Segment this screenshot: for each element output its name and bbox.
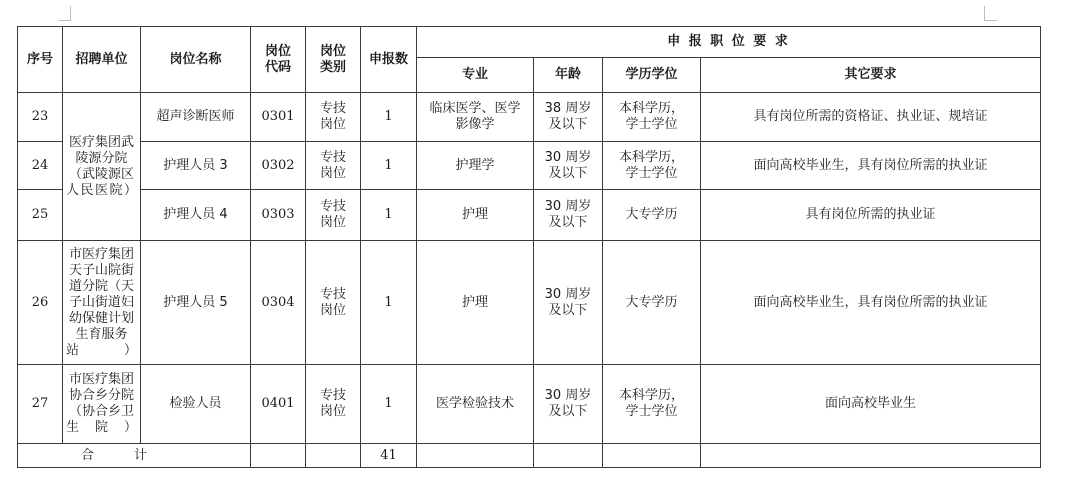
cell-degree-line2: 学士学位 — [625, 404, 678, 419]
cell-count: 1 — [361, 365, 417, 444]
cell-seq: 24 — [18, 142, 63, 190]
recruitment-table — [17, 26, 1041, 468]
cell-code: 0401 — [251, 365, 306, 444]
cell-seq: 25 — [18, 190, 63, 241]
cell-other: 具有岗位所需的执业证 — [701, 190, 1041, 241]
cell-type-line1: 专技 — [319, 199, 346, 214]
cell-count: 1 — [361, 142, 417, 190]
cell-major-line2: 影像学 — [455, 117, 495, 132]
cell-type-line1: 专技 — [319, 388, 346, 403]
cell-degree: 大专学历 — [603, 190, 701, 241]
total-empty-other — [701, 444, 1041, 468]
cell-count: 1 — [361, 190, 417, 241]
cell-post: 护理人员 5 — [141, 241, 251, 365]
page-corner-mark-left — [58, 6, 71, 21]
cell-unit: 市医疗集团协合乡分院（协合乡卫生院） — [63, 365, 141, 444]
cell-seq: 26 — [18, 241, 63, 365]
cell-type — [306, 93, 361, 142]
cell-post: 超声诊断医师 — [141, 93, 251, 142]
cell-unit: 市医疗集团天子山院街道分院（天子山街道妇幼保健计划生育服务站） — [63, 241, 141, 365]
total-empty-degree — [603, 444, 701, 468]
cell-count: 1 — [361, 241, 417, 365]
cell-type — [306, 241, 361, 365]
cell-age — [534, 142, 603, 190]
cell-major — [417, 93, 534, 142]
cell-degree-line1: 本科学历， — [618, 149, 684, 165]
header-post-code-line2: 代码 — [264, 59, 291, 75]
cell-degree-line2: 学士学位 — [625, 117, 678, 132]
cell-age-line2: 及以下 — [548, 165, 588, 181]
cell-type-line2: 岗位 — [319, 117, 346, 132]
cell-type-line2: 岗位 — [319, 165, 346, 181]
total-row — [18, 444, 1041, 468]
cell-type-line2: 岗位 — [319, 404, 346, 419]
table-row — [18, 93, 1041, 142]
header-count: 申报数 — [361, 27, 417, 93]
cell-degree-line1: 本科学历， — [618, 101, 684, 116]
cell-degree-line1: 本科学历， — [618, 388, 684, 403]
cell-code: 0303 — [251, 190, 306, 241]
cell-age — [534, 241, 603, 365]
header-other: 其它要求 — [701, 58, 1041, 93]
cell-major: 医学检验技术 — [417, 365, 534, 444]
table-row — [18, 142, 1041, 190]
page-corner-mark-right — [984, 6, 997, 21]
cell-age-line1: 30 周岁 — [544, 149, 592, 165]
header-post-code — [251, 27, 306, 93]
header-post-code-line1: 岗位 — [264, 43, 291, 59]
header-post-name: 岗位名称 — [141, 27, 251, 93]
cell-type — [306, 142, 361, 190]
cell-major: 护理学 — [417, 142, 534, 190]
header-major: 专业 — [417, 58, 534, 93]
cell-other: 具有岗位所需的资格证、执业证、规培证 — [701, 93, 1041, 142]
cell-post: 护理人员 4 — [141, 190, 251, 241]
header-post-type-line2: 类别 — [319, 59, 346, 75]
cell-code: 0302 — [251, 142, 306, 190]
cell-type-line1: 专技 — [319, 286, 346, 302]
cell-post: 检验人员 — [141, 365, 251, 444]
total-empty-type — [306, 444, 361, 468]
cell-age-line1: 38 周岁 — [544, 101, 592, 116]
cell-code: 0304 — [251, 241, 306, 365]
cell-degree — [603, 93, 701, 142]
cell-age-line2: 及以下 — [548, 215, 588, 230]
cell-code: 0301 — [251, 93, 306, 142]
cell-count: 1 — [361, 93, 417, 142]
header-post-type — [306, 27, 361, 93]
cell-other: 面向高校毕业生，具有岗位所需的执业证 — [701, 241, 1041, 365]
total-empty-major — [417, 444, 534, 468]
cell-type-line1: 专技 — [319, 101, 346, 116]
cell-seq: 23 — [18, 93, 63, 142]
cell-type-line2: 岗位 — [319, 302, 346, 318]
cell-age-line1: 30 周岁 — [544, 388, 592, 403]
cell-post: 护理人员 3 — [141, 142, 251, 190]
cell-unit: 医疗集团武陵源分院（武陵源区人民医院） — [63, 93, 141, 241]
cell-other: 面向高校毕业生 — [701, 365, 1041, 444]
cell-degree — [603, 365, 701, 444]
header-age: 年龄 — [534, 58, 603, 93]
header-row-1 — [18, 27, 1041, 58]
cell-major: 护理 — [417, 190, 534, 241]
cell-age-line2: 及以下 — [548, 117, 588, 132]
table-row — [18, 190, 1041, 241]
cell-major-line1: 临床医学、医学 — [429, 101, 521, 116]
cell-type — [306, 365, 361, 444]
total-empty-code — [251, 444, 306, 468]
cell-age-line2: 及以下 — [548, 404, 588, 419]
cell-age-line1: 30 周岁 — [544, 286, 592, 302]
cell-degree — [603, 142, 701, 190]
cell-age-line1: 30 周岁 — [544, 199, 592, 214]
cell-degree: 大专学历 — [603, 241, 701, 365]
header-unit: 招聘单位 — [63, 27, 141, 93]
cell-seq: 27 — [18, 365, 63, 444]
cell-age — [534, 365, 603, 444]
cell-degree-line2: 学士学位 — [625, 165, 678, 181]
cell-major: 护理 — [417, 241, 534, 365]
total-empty-age — [534, 444, 603, 468]
cell-age-line2: 及以下 — [548, 302, 588, 318]
total-count: 41 — [361, 444, 417, 468]
header-post-type-line1: 岗位 — [319, 43, 346, 59]
cell-age — [534, 190, 603, 241]
cell-type-line1: 专技 — [319, 149, 346, 165]
table-row — [18, 241, 1041, 365]
cell-type — [306, 190, 361, 241]
header-degree: 学历学位 — [603, 58, 701, 93]
cell-other: 面向高校毕业生，具有岗位所需的执业证 — [701, 142, 1041, 190]
header-requirements-group: 申 报 职 位 要 求 — [417, 27, 1041, 58]
total-label: 合计 — [18, 444, 251, 468]
cell-type-line2: 岗位 — [319, 215, 346, 230]
table-row — [18, 365, 1041, 444]
cell-age — [534, 93, 603, 142]
header-seq: 序号 — [18, 27, 63, 93]
